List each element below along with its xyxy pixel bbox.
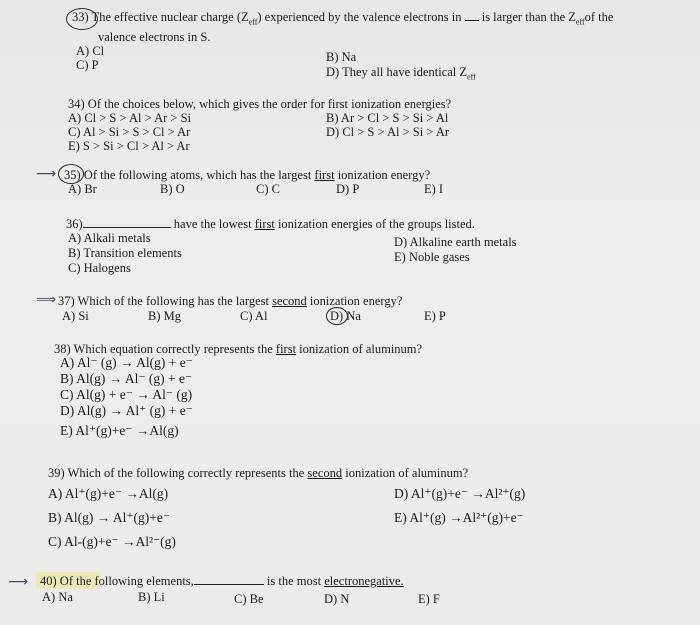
pen-arrow-40: ⟶ bbox=[8, 574, 29, 590]
q33-option-b[interactable]: B) Na bbox=[326, 50, 357, 64]
q36-option-e[interactable]: E) Noble gases bbox=[394, 250, 470, 264]
q40-stem: 40) Of the following elements, is the most electronegative. bbox=[40, 574, 404, 588]
q37-option-e[interactable]: E) P bbox=[424, 309, 446, 323]
q35-option-c[interactable]: C) C bbox=[256, 182, 280, 196]
q35-option-e[interactable]: E) I bbox=[424, 182, 444, 196]
q34-option-d[interactable]: D) Cl > S > Al > Si > Ar bbox=[326, 125, 450, 139]
pen-arrow-37: ⟹ bbox=[36, 292, 57, 308]
q39-option-b[interactable]: B) Al(g) → Al⁺(g)+e⁻ bbox=[48, 510, 170, 525]
q36-option-a[interactable]: A) Alkali metals bbox=[68, 231, 151, 245]
q40-option-e[interactable]: E) F bbox=[418, 592, 440, 606]
q35-option-d[interactable]: D) P bbox=[336, 182, 360, 196]
q39-stem: 39) Which of the following correctly represents the second ionization of aluminum? bbox=[48, 466, 469, 480]
q34-option-e[interactable]: E) S > Si > Cl > Al > Ar bbox=[68, 139, 190, 153]
q37-option-d[interactable]: D) Na bbox=[330, 309, 361, 323]
q40-option-d[interactable]: D) N bbox=[324, 592, 350, 606]
q33-option-c[interactable]: C) P bbox=[76, 58, 99, 72]
q33-option-d[interactable]: D) They all have identical $Z_{eff}$ bbox=[326, 65, 476, 82]
q37-option-c[interactable]: C) Al bbox=[240, 309, 268, 323]
q40-option-a[interactable]: A) Na bbox=[42, 590, 73, 604]
q38-stem: 38) Which equation correctly represents the first ionization of aluminum? bbox=[54, 342, 423, 356]
q37-option-b[interactable]: B) Mg bbox=[148, 309, 181, 323]
q38-option-a[interactable]: A) Al⁻ (g) → Al(g) + e⁻ bbox=[60, 355, 193, 370]
q35-option-b[interactable]: B) O bbox=[160, 182, 185, 196]
q38-option-b[interactable]: B) Al(g) → Al⁻ (g) + e⁻ bbox=[60, 371, 193, 386]
q38-option-e[interactable]: E) Al⁺(g)+e⁻ →Al(g) bbox=[60, 423, 179, 438]
pen-arrow-35: ⟶ bbox=[36, 166, 57, 182]
q36-option-d[interactable]: D) Alkaline earth metals bbox=[394, 235, 517, 249]
q37-option-a[interactable]: A) Si bbox=[62, 309, 89, 323]
q33-stem: 33) The effective nuclear charge $(Z_{eff})$ experienced by the valence electrons in is larger than the $Z_{eff}of$ the bbox=[72, 10, 614, 27]
q34-stem: 34) Of the choices below, which gives the order for first ionization energies? bbox=[68, 97, 452, 111]
q34-option-a[interactable]: A) Cl > S > Al > Ar > Si bbox=[68, 111, 192, 125]
q40-option-c[interactable]: C) Be bbox=[234, 592, 264, 606]
q34-option-b[interactable]: B) Ar > Cl > S > Si > Al bbox=[326, 111, 449, 125]
q36-stem: 36) have the lowest first ionization energies of the groups listed. bbox=[66, 217, 475, 231]
q36-option-c[interactable]: C) Halogens bbox=[68, 261, 131, 275]
q38-option-d[interactable]: D) Al(g) → Al⁺ (g) + e⁻ bbox=[60, 403, 193, 418]
q39-option-d[interactable]: D) Al⁺(g)+e⁻ →Al²⁺(g) bbox=[394, 486, 526, 501]
q33-option-a[interactable]: A) Cl bbox=[76, 44, 105, 58]
q34-option-c[interactable]: C) Al > Si > S > Cl > Ar bbox=[68, 125, 191, 139]
q40-option-b[interactable]: B) Li bbox=[138, 590, 165, 604]
q39-option-c[interactable]: C) Al-(g)+e⁻ →Al²⁻(g) bbox=[48, 534, 176, 549]
q39-option-e[interactable]: E) Al⁺(g) →Al²⁺(g)+e⁻ bbox=[394, 510, 524, 525]
q38-option-c[interactable]: C) Al(g) + e⁻ → Al⁻ (g) bbox=[60, 387, 193, 402]
q33-stem-line2: valence electrons in S. bbox=[98, 30, 211, 44]
q36-option-b[interactable]: B) Transition elements bbox=[68, 246, 182, 260]
q35-option-a[interactable]: A) Br bbox=[68, 182, 97, 196]
q39-option-a[interactable]: A) Al⁺(g)+e⁻ →Al(g) bbox=[48, 486, 169, 501]
q35-stem: 35) Of the following atoms, which has the largest first ionization energy? bbox=[64, 168, 431, 182]
q37-stem: 37) Which of the following has the largest second ionization energy? bbox=[58, 294, 403, 308]
